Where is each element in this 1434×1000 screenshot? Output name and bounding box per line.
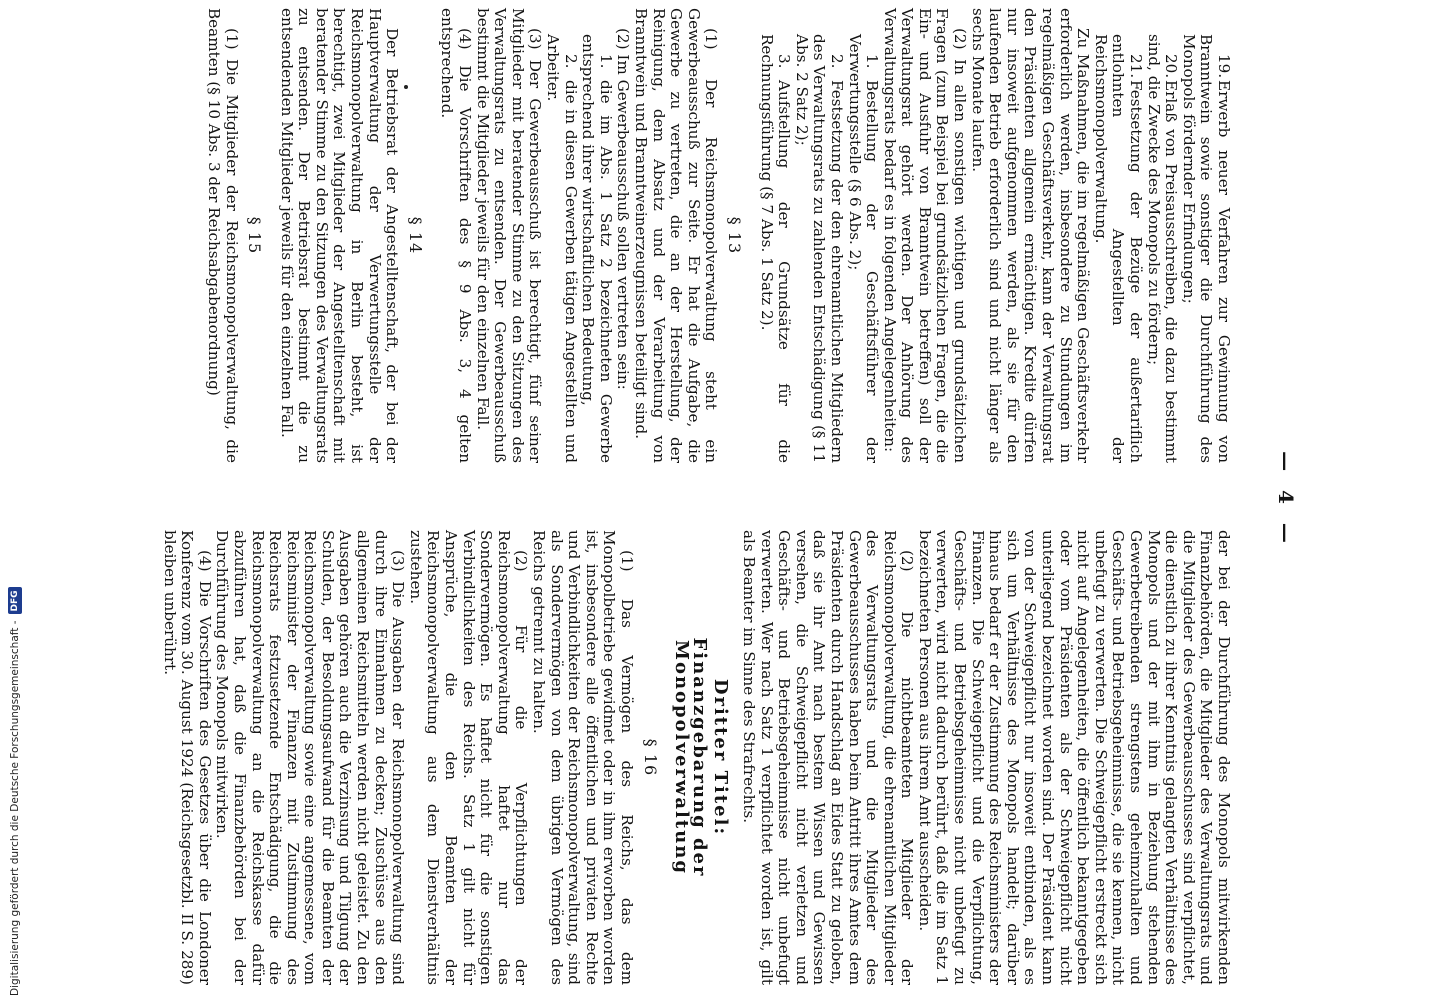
- list-items-b: [757, 8, 880, 463]
- paragraph: (2) Im Gewerbeausschuß sollen vertreten sein:: [614, 28, 633, 390]
- credit-text: Digitalisierung gefördert durch die Deutsche Forschungsgemeinschaft -: [9, 620, 21, 996]
- paragraph: (3) Der Gewerbeausschuß ist berechtigt, fünf seiner Mitglieder mit beratender Stimme zu den Sitzungen des Verwaltungsrats zu entsenden. Der Gewerbeausschuß bestimmt die Mitglieder jeweils für den einzelnen Fall.: [473, 8, 545, 463]
- paragraph: (2) In allen sonstigen wichtigen und grundsätzlichen Fragen (zum Beispiel bei grundsätzlichen Fragen, die die Ein- und Ausfuhr von Branntwein betreffen) soll der Verwaltungsrat gehört werden. Der Anhörung des Verwaltungsrats bedarf es in folgenden Angelegenheiten:: [880, 8, 970, 463]
- list-item-number: 1.: [863, 54, 882, 69]
- list-item: [1144, 8, 1179, 463]
- section-heading-16: § 16: [640, 738, 660, 777]
- rotated-document-page: [152, 0, 1312, 1000]
- list-item-text: Festsetzung der den ehrenamtlichen Mitgliedern des Verwaltungsrats zu zahlenden Entschädigung (§ 11 Abs. 2 Satz 2);: [792, 34, 846, 463]
- list-item: [579, 8, 614, 463]
- section-heading-13: § 13: [724, 216, 744, 255]
- list-item-number: 2.: [827, 54, 846, 69]
- list-item-number: 20.: [1162, 54, 1181, 79]
- paragraph: (2) Für die Verpflichtungen der Reichsmonopolverwaltung haftet nur das Sondervermögen. Es haftet nicht für die sonstigen Verbindlichkeiten des Reichs. Satz 1 gilt nicht für Ansprüche, die den Beamten der Reichsmonopolverwaltung aus dem Dienstverhältnis zustehen.: [406, 530, 531, 985]
- paragraph: Zu Maßnahmen, die im regelmäßigen Geschäftsverkehr erforderlich werden, insbesondere zu Stundungen im regelmäßigen Geschäftsverkehr, kann der Verwaltungsrat den Präsidenten allgemein ermächtigen. Kredite dürfen nur insoweit aufgenommen werden, als sie für den laufenden Betrieb erforderlich sind und nicht länger als sechs Monate laufen.: [968, 8, 1093, 463]
- list-item-text: Erlaß von Preisausschreiben, die dazu bestimmt sind, die Zwecke des Monopols zu fördern;: [1144, 34, 1181, 463]
- list-item-text: die in diesen Gewerben tätigen Angestellten und Arbeiter.: [544, 34, 580, 463]
- digitization-credit: [2, 590, 28, 996]
- list-item-text: Erwerb neuer Verfahren zur Gewinnung von Branntwein sowie sonstiger die Durchführung des Monopols fördernder Erfindungen;: [1179, 34, 1233, 463]
- list-item: [543, 8, 578, 463]
- section-heading-15: § 15: [245, 216, 265, 255]
- list-item-text: Aufstellung der Grundsätze für die Rechnungsführung (§ 7 Abs. 1 Satz 2).: [757, 34, 794, 463]
- paragraph: (2) Die nichtbeamteten Mitglieder der Reichsmonopolverwaltung, die ehrenamtlichen Mitglieder des Verwaltungsrats und die Mitglieder des Gewerbeausschusses haben beim Antritt ihres Amtes dem Präsidenten durch Handschlag an Eides Statt zu geloben, daß sie ihr Amt nach bestem Wissen und Gewissen versehen, die Schweigepflicht nicht verletzen und Geschäfts- und Betriebsgeheimnisse nicht unbefugt verwerten. Wer nach Satz 1 verpflichtet worden ist, gilt als Beamter im Sinne des Strafrechts.: [739, 530, 917, 985]
- paragraph: Der Betriebsrat der Angestelltenschaft, der bei der Hauptverwaltung der Verwertungsstelle der Reichsmonopolverwaltung in Berlin besteht, ist berechtigt, zwei Mitglieder der Angestelltenschaft mit beratender Stimme zu den Sitzungen des Verwaltungsrats zu entsenden. Der Betriebsrat bestimmt die zu entsendenden Mitglieder jeweils für den einzelnen Fall.: [277, 8, 402, 463]
- paragraph: (1) Die Mitglieder der Reichsmonopolverwaltung, die Beamten (§ 10 Abs. 3 der Reichsabgabenordnung): [204, 8, 241, 463]
- list-item-number: 1.: [596, 54, 615, 69]
- paragraph: (3) Die Ausgaben der Reichsmonopolverwaltung sind durch ihre Einnahmen zu decken; Zuschüsse aus den allgemeinen Reichsmitteln werden nicht geleistet. Zu den Ausgaben gehören auch die Verzinsung und Tilgung der Schulden, der Besoldungsaufwand für die Beamten der Reichsmonopolverwaltung sowie eine angemessene, vom Reichsminister der Finanzen mit Zustimmung des Reichsrats festzusetzende Entschädigung, die die Reichsmonopolverwaltung an die Reichskasse dafür abzuführen hat, daß die Finanzbehörden bei der Durchführung des Monopols mitwirken.: [213, 530, 408, 985]
- section-heading-14: § 14: [405, 216, 425, 255]
- title-subheading: Finanzgebarung der Monopolverwaltung: [671, 637, 710, 878]
- list-item-number: 2.: [561, 54, 580, 69]
- list-item-number: 3.: [775, 54, 794, 69]
- paragraph: (4) Die Vorschriften des § 9 Abs. 3, 4 gelten entsprechend.: [438, 8, 475, 463]
- dfg-logo: DFG: [8, 587, 22, 614]
- list-item: [792, 8, 845, 463]
- paragraph: (1) Das Vermögen des Reichs, das dem Monopolbetriebe gewidmet oder in ihm erworben worden ist, insbesondere alle öffentlichen und privaten Rechte und Verbindlichkeiten der Reichsmonopolverwaltung, sind als Sondervermögen von dem übrigen Vermögen des Reichs getrennt zu halten.: [530, 530, 636, 985]
- paragraph: (4) Die Vorschriften des Gesetzes über die Londoner Konferenz vom 30. August 1924 (Reichsgesetzbl. II S. 289) bleiben unberührt.: [160, 530, 214, 985]
- title-heading: Dritter Titel:: [710, 678, 732, 837]
- list-item: [757, 8, 792, 463]
- list-items-c: [543, 8, 613, 463]
- paragraph: der bei der Durchführung des Monopols mitwirkenden Finanzbehörden, die Mitglieder des Verwaltungsrats und die Mitglieder des Gewerbeausschusses sind verpflichtet, die dienstlich zu ihrer Kenntnis gelangten Verhältnisse des Monopols und der mit ihm in Beziehung stehenden Gewerbetreibenden strengstens geheimzuhalten und Geschäfts- und Betriebsgeheimnisse, die sie kennen, nicht unbefugt zu verwerten. Die Schweigepflicht erstreckt sich nicht auf Angelegenheiten, die öffentlich bekanntgegeben oder vom Präsidenten als der Schweigepflicht nicht unterliegend bezeichnet worden sind. Der Präsident kann von der Schweigepflicht nur insoweit entbinden, als es sich um Verhältnisse des Monopols handelt; darüber hinaus bedarf er der Zustimmung des Reichsministers der Finanzen. Die Schweigepflicht und die Verpflichtung, Geschäfts- und Betriebsgeheimnisse nicht unbefugt zu verwerten, wird nicht dadurch berührt, daß die im Satz 1 bezeichneten Personen aus ihrem Amt ausscheiden.: [915, 530, 1233, 985]
- list-item: [845, 8, 880, 463]
- list-item-text: Festsetzung der Bezüge der außertariflich entlohnten Angestellten der Reichsmonopolverwaltung.: [1091, 34, 1146, 463]
- list-item: [1091, 8, 1144, 463]
- page-number: — 4 —: [1274, 451, 1298, 549]
- list-items-a: [1091, 8, 1232, 463]
- list-item-number: 19.: [1215, 54, 1233, 79]
- right-column: [160, 530, 1232, 985]
- list-item-text: die im Abs. 1 Satz 2 bezeichneten Gewerbe entsprechend ihrer wirtschaftlichen Bedeutung,: [579, 34, 615, 463]
- list-item-text: Bestellung der Geschäftsführer der Verwertungsstelle (§ 6 Abs. 2);: [845, 34, 882, 463]
- list-item: [1179, 8, 1232, 463]
- list-item-number: 21.: [1127, 54, 1146, 79]
- paragraph: (1) Der Reichsmonopolverwaltung steht ein Gewerbeausschuß zur Seite. Er hat die Aufgabe, die Gewerbe zu vertreten, die an der Herstellung, der Reinigung, dem Absatz und der Verarbeitung von Branntwein und Branntweinerzeugnissen beteiligt sind.: [632, 8, 721, 463]
- left-column: [204, 8, 1232, 463]
